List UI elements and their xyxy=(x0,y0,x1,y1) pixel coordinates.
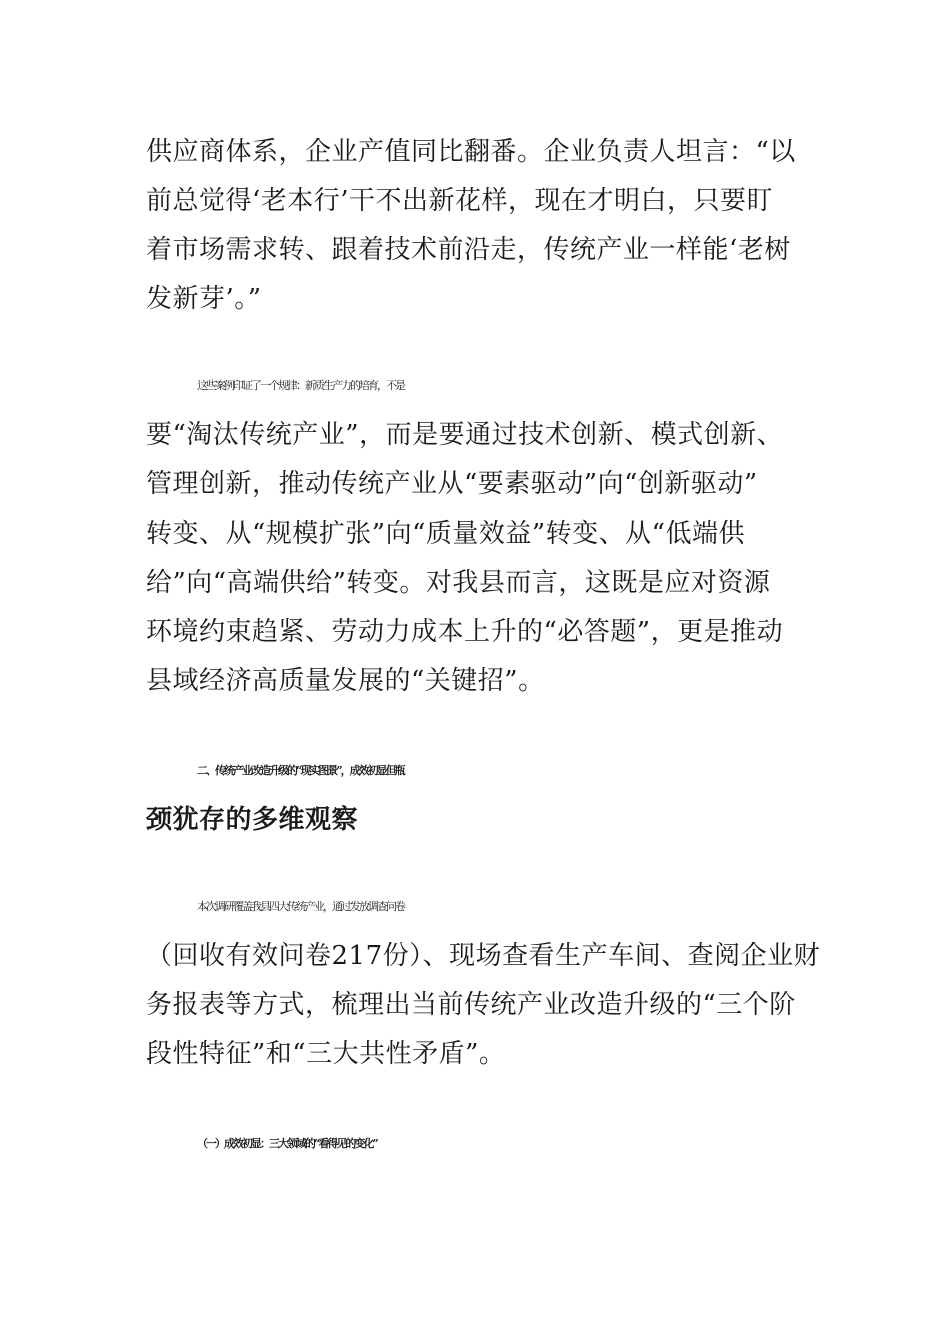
paragraph-2-line-3: 管理创新，推动传统产业从“要素驱动”向“创新驱动” xyxy=(146,469,758,499)
paragraph-2-line-5: 给”向“高端供给”转变。对我县而言，这既是应对资源 xyxy=(146,568,771,598)
paragraph-1-line-2: 前总觉得‘老本行’干不出新花样，现在才明白，只要盯 xyxy=(146,186,774,216)
paragraph-1-line-1: 供应商体系，企业产值同比翻番。企业负责人坦言：“以 xyxy=(146,137,796,167)
paragraph-2-line-6: 环境约束趋紧、劳动力成本上升的“必答题”，更是推动 xyxy=(146,617,784,647)
paragraph-3-line-2: （回收有效问卷217份）、现场查看生产车间、查阅企业财 xyxy=(146,941,821,971)
paragraph-1-line-3: 着市场需求转、跟着技术前沿走，传统产业一样能‘老树 xyxy=(146,235,791,265)
paragraph-1-line-4: 发新芽’。” xyxy=(146,284,262,314)
subsection-heading: （一）成效初显：三大领域的“看得见的变化” xyxy=(197,1137,377,1150)
paragraph-2-line-4: 转变、从“规模扩张”向“质量效益”转变、从“低端供 xyxy=(146,519,745,549)
paragraph-2-line-2: 要“淘汰传统产业”，而是要通过技术创新、模式创新、 xyxy=(146,420,784,450)
paragraph-3-line-4: 段性特征”和“三大共性矛盾”。 xyxy=(146,1039,506,1069)
section-heading-line-2: 颈犹存的多维观察 xyxy=(146,805,359,835)
section-heading-line-1: 二、传统产业改造升级的“现实图景”，成效初显但瓶 xyxy=(197,764,404,777)
paragraph-2-line-1: 这些案例印证了一个规律：新质生产力的培育，不是 xyxy=(197,379,404,392)
paragraph-3-line-3: 务报表等方式，梳理出当前传统产业改造升级的“三个阶 xyxy=(146,990,796,1020)
paragraph-2-line-7: 县域经济高质量发展的“关键招”。 xyxy=(146,666,545,696)
paragraph-3-line-1: 本次调研覆盖我县四大传统产业，通过发放调查问卷 xyxy=(197,900,404,913)
